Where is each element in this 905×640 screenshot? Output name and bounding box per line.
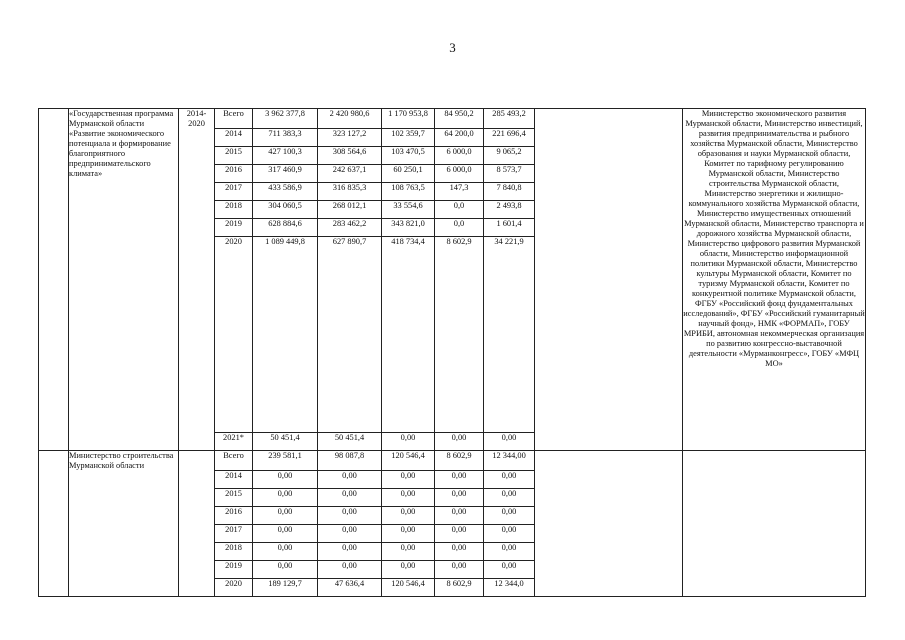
amount-cell: 316 835,3 xyxy=(318,183,382,201)
amount-cell: 0,00 xyxy=(435,561,484,579)
financing-table xyxy=(38,108,866,597)
year-cell: 2017 xyxy=(215,183,253,201)
amount-cell: 1 601,4 xyxy=(484,219,535,237)
amount-cell: 0,00 xyxy=(484,543,535,561)
amount-cell: 283 462,2 xyxy=(318,219,382,237)
amount-cell: 0,00 xyxy=(253,543,318,561)
amount-cell: 108 763,5 xyxy=(382,183,435,201)
amount-cell: 2 493,8 xyxy=(484,201,535,219)
amount-cell: 0,00 xyxy=(435,543,484,561)
year-cell: 2015 xyxy=(215,489,253,507)
amount-cell: 120 546,4 xyxy=(382,451,435,471)
amount-cell: 0,00 xyxy=(318,507,382,525)
program-period: 2014-2020 xyxy=(179,109,215,451)
amount-cell: 0,00 xyxy=(318,525,382,543)
amount-cell: 239 581,1 xyxy=(253,451,318,471)
amount-cell: 1 170 953,8 xyxy=(382,109,435,129)
program-name: «Государственная программа Мурманской области «Развитие экономического потенциала и формирование благоприятного предпринимательского климата» xyxy=(69,109,179,451)
amount-cell: 0,00 xyxy=(435,489,484,507)
amount-cell: 50 451,4 xyxy=(253,433,318,451)
amount-cell: 0,00 xyxy=(318,543,382,561)
amount-cell: 711 383,3 xyxy=(253,129,318,147)
amount-cell: 102 359,7 xyxy=(382,129,435,147)
amount-cell: 628 884,6 xyxy=(253,219,318,237)
year-cell: 2016 xyxy=(215,507,253,525)
amount-cell: 285 493,2 xyxy=(484,109,535,129)
amount-cell: 268 012,1 xyxy=(318,201,382,219)
year-cell: 2018 xyxy=(215,543,253,561)
amount-cell: 0,0 xyxy=(435,201,484,219)
amount-cell: 189 129,7 xyxy=(253,579,318,597)
amount-cell: 2 420 980,6 xyxy=(318,109,382,129)
year-cell: 2014 xyxy=(215,129,253,147)
amount-cell: 0,00 xyxy=(382,433,435,451)
amount-cell: 627 890,7 xyxy=(318,237,382,433)
amount-cell: 147,3 xyxy=(435,183,484,201)
executor-name: Министерство строительства Мурманской области xyxy=(69,451,179,597)
amount-cell: 418 734,4 xyxy=(382,237,435,433)
amount-cell: 60 250,1 xyxy=(382,165,435,183)
amount-cell: 308 564,6 xyxy=(318,147,382,165)
year-cell: 2014 xyxy=(215,471,253,489)
amount-cell: 6 000,0 xyxy=(435,147,484,165)
amount-cell: 0,00 xyxy=(435,433,484,451)
amount-cell: 7 840,8 xyxy=(484,183,535,201)
amount-cell: 3 962 377,8 xyxy=(253,109,318,129)
amount-cell: 0,00 xyxy=(484,507,535,525)
amount-cell: 0,00 xyxy=(382,489,435,507)
year-cell: 2021* xyxy=(215,433,253,451)
amount-cell: 427 100,3 xyxy=(253,147,318,165)
amount-cell: 0,00 xyxy=(253,561,318,579)
amount-cell: 9 065,2 xyxy=(484,147,535,165)
amount-cell: 0,00 xyxy=(435,525,484,543)
empty-cell xyxy=(683,451,866,597)
amount-cell: 8 602,9 xyxy=(435,451,484,471)
year-cell: 2015 xyxy=(215,147,253,165)
amount-cell: 0,00 xyxy=(484,525,535,543)
table-row xyxy=(39,109,866,129)
page-number: 3 xyxy=(449,40,456,55)
amount-cell: 12 344,00 xyxy=(484,451,535,471)
amount-cell: 0,00 xyxy=(484,489,535,507)
amount-cell: 84 950,2 xyxy=(435,109,484,129)
empty-cell xyxy=(39,451,69,597)
amount-cell: 47 636,4 xyxy=(318,579,382,597)
amount-cell: 0,00 xyxy=(382,561,435,579)
amount-cell: 304 060,5 xyxy=(253,201,318,219)
empty-cell xyxy=(39,109,69,451)
amount-cell: 0,00 xyxy=(382,525,435,543)
year-cell: Всего xyxy=(215,451,253,471)
table-row xyxy=(39,451,866,471)
amount-cell: 0,00 xyxy=(253,525,318,543)
amount-cell: 0,00 xyxy=(253,507,318,525)
amount-cell: 8 602,9 xyxy=(435,579,484,597)
amount-cell: 433 586,9 xyxy=(253,183,318,201)
amount-cell: 33 554,6 xyxy=(382,201,435,219)
amount-cell: 64 200,0 xyxy=(435,129,484,147)
amount-cell: 34 221,9 xyxy=(484,237,535,433)
amount-cell: 221 696,4 xyxy=(484,129,535,147)
year-cell: 2020 xyxy=(215,579,253,597)
year-cell: 2019 xyxy=(215,561,253,579)
amount-cell: 0,00 xyxy=(435,471,484,489)
amount-cell: 0,0 xyxy=(435,219,484,237)
empty-cell xyxy=(535,451,683,597)
amount-cell: 0,00 xyxy=(318,561,382,579)
amount-cell: 98 087,8 xyxy=(318,451,382,471)
year-cell: 2018 xyxy=(215,201,253,219)
amount-cell: 323 127,2 xyxy=(318,129,382,147)
empty-cell xyxy=(179,451,215,597)
amount-cell: 0,00 xyxy=(382,471,435,489)
year-cell: 2016 xyxy=(215,165,253,183)
amount-cell: 0,00 xyxy=(318,471,382,489)
amount-cell: 317 460,9 xyxy=(253,165,318,183)
amount-cell: 0,00 xyxy=(435,507,484,525)
year-cell: 2017 xyxy=(215,525,253,543)
amount-cell: 6 000,0 xyxy=(435,165,484,183)
amount-cell: 242 637,1 xyxy=(318,165,382,183)
amount-cell: 50 451,4 xyxy=(318,433,382,451)
year-cell: 2019 xyxy=(215,219,253,237)
amount-cell: 103 470,5 xyxy=(382,147,435,165)
amount-cell: 0,00 xyxy=(382,543,435,561)
amount-cell: 8 602,9 xyxy=(435,237,484,433)
amount-cell: 0,00 xyxy=(253,489,318,507)
year-cell: Всего xyxy=(215,109,253,129)
amount-cell: 343 821,0 xyxy=(382,219,435,237)
responsible-executors: Министерство экономического развития Мурманской области, Министерство инвестиций, развития предпринимательства и рыбного хозяйства Мурманской области, Министерство образования и науки Мурманской области, Комитет по тарифному регулированию Мурманской области, Министерство строительства Мурманской области, Министерство энергетики и жилищно-коммунального хозяйства Мурманской области, Министерство имущественных отношений Мурманской области, Министерство транспорта и дорожного хозяйства Мурманской области, Министерство цифрового развития Мурманской области, Министерство информационной политики Мурманской области, Министерство культуры Мурманской области, Комитет по туризму Мурманской области, Комитет по конкурентной политике Мурманской области, ФГБУ «Российский фонд фундаментальных исследований», ФГБУ «Российский гуманитарный научный фонд», НМК «ФОРМАП», ГОБУ МРИБИ, автономная некоммерческая организация по развитию конгрессно-выставочной деятельности «Мурманконгресс», ГОБУ «МФЦ МО» xyxy=(683,109,866,451)
amount-cell: 0,00 xyxy=(484,561,535,579)
amount-cell: 0,00 xyxy=(382,507,435,525)
amount-cell: 0,00 xyxy=(318,489,382,507)
year-cell: 2020 xyxy=(215,237,253,433)
amount-cell: 1 089 449,8 xyxy=(253,237,318,433)
amount-cell: 0,00 xyxy=(484,471,535,489)
amount-cell: 8 573,7 xyxy=(484,165,535,183)
amount-cell: 0,00 xyxy=(253,471,318,489)
amount-cell: 120 546,4 xyxy=(382,579,435,597)
amount-cell: 0,00 xyxy=(484,433,535,451)
empty-cell xyxy=(535,109,683,451)
amount-cell: 12 344,0 xyxy=(484,579,535,597)
